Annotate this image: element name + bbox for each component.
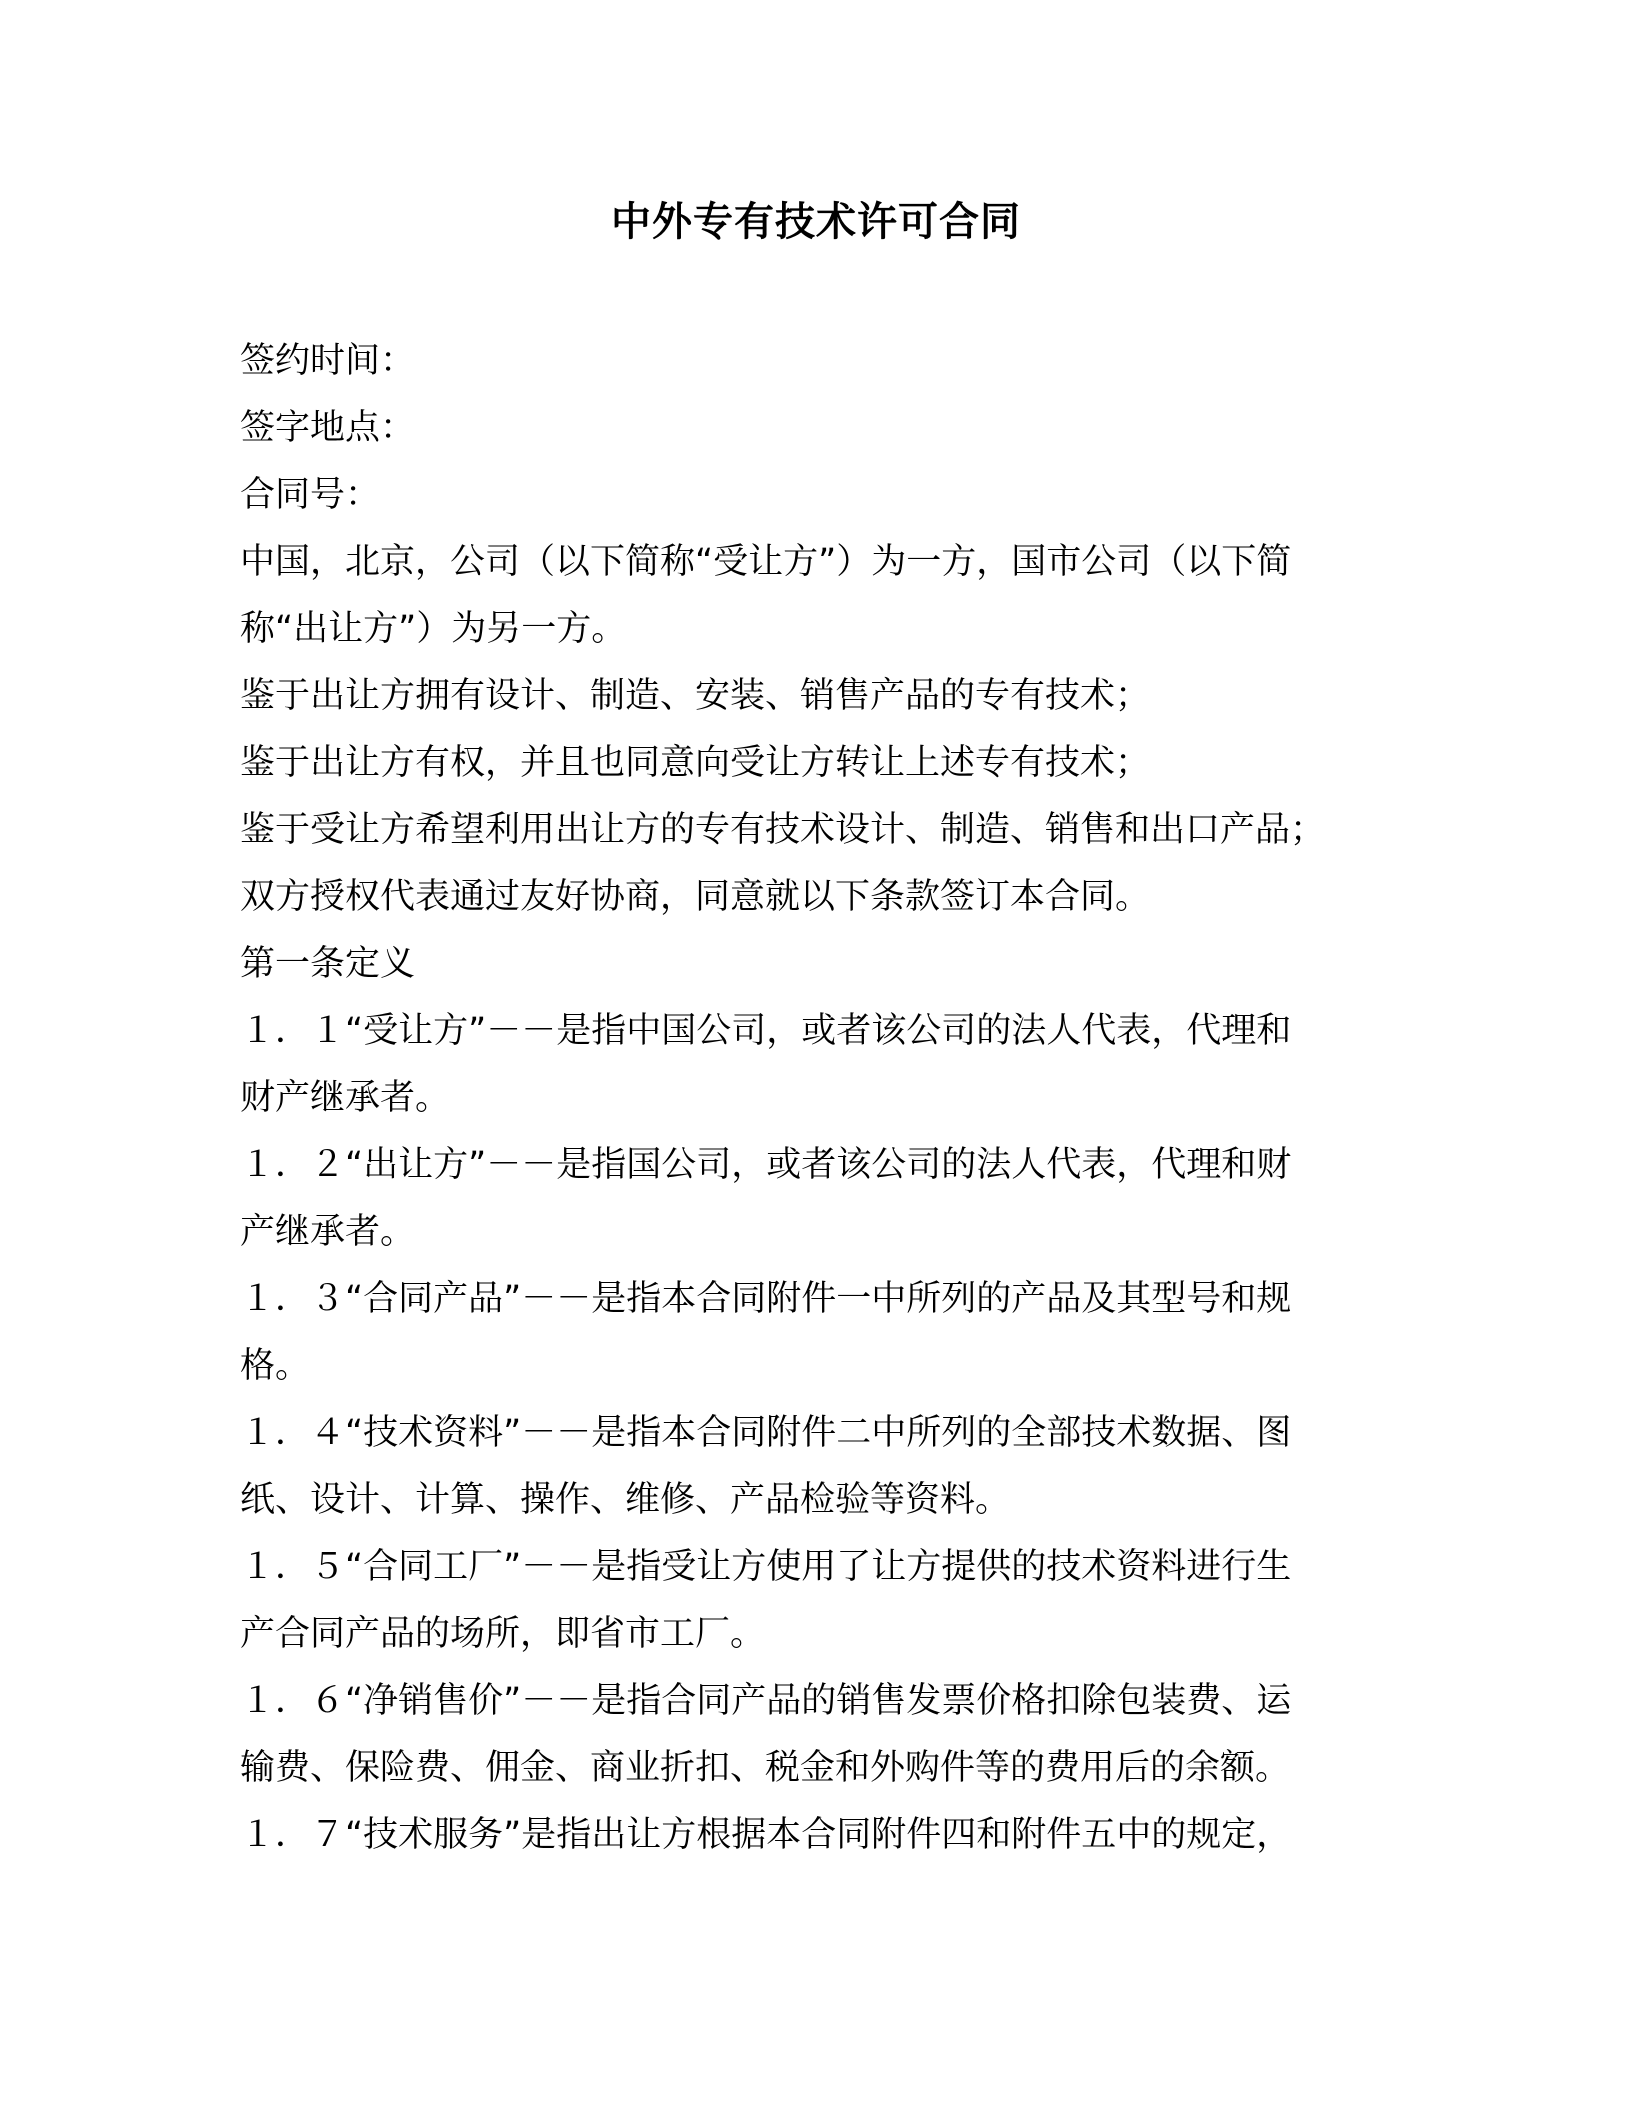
parties-line-continued: 称“出让方”）为另一方。	[240, 609, 627, 649]
definition-1-5: １．５“合同工厂”－－是指受让方使用了让方提供的技术资料进行生	[240, 1547, 1292, 1587]
document-title: 中外专有技术许可合同	[611, 199, 1021, 245]
definition-1-2-continued: 产继承者。	[240, 1212, 416, 1252]
definition-1-2: １．２“出让方”－－是指国公司，或者该公司的法人代表，代理和财	[240, 1145, 1292, 1185]
definition-1-5-continued: 产合同产品的场所，即省市工厂。	[240, 1614, 766, 1654]
definition-1-3: １．３“合同产品”－－是指本合同附件一中所列的产品及其型号和规	[240, 1279, 1292, 1319]
definition-1-7: １．７“技术服务”是指出让方根据本合同附件四和附件五中的规定，	[240, 1815, 1292, 1855]
definition-1-3-continued: 格。	[240, 1346, 311, 1386]
contract-number-line: 合同号：	[240, 475, 381, 515]
definition-1-1-continued: 财产继承者。	[240, 1078, 451, 1118]
whereas-clause-2: 鉴于出让方有权，并且也同意向受让方转让上述专有技术；	[240, 743, 1151, 783]
signing-time-line: 签约时间：	[240, 341, 416, 381]
signing-place-line: 签字地点：	[240, 408, 416, 448]
definition-1-6: １．６“净销售价”－－是指合同产品的销售发票价格扣除包装费、运	[240, 1681, 1292, 1721]
definition-1-4-continued: 纸、设计、计算、操作、维修、产品检验等资料。	[240, 1480, 1011, 1520]
whereas-clause-1: 鉴于出让方拥有设计、制造、安装、销售产品的专有技术；	[240, 676, 1151, 716]
whereas-clause-3: 鉴于受让方希望利用出让方的专有技术设计、制造、销售和出口产品；	[240, 810, 1326, 850]
definition-1-1: １．１“受让方”－－是指中国公司，或者该公司的法人代表，代理和	[240, 1011, 1292, 1051]
agreement-statement: 双方授权代表通过友好协商，同意就以下条款签订本合同。	[240, 877, 1151, 917]
definition-1-6-continued: 输费、保险费、佣金、商业折扣、税金和外购件等的费用后的余额。	[240, 1748, 1291, 1788]
parties-line: 中国，北京，公司（以下简称“受让方”）为一方，国市公司（以下简	[240, 542, 1292, 582]
definition-1-4: １．４“技术资料”－－是指本合同附件二中所列的全部技术数据、图	[240, 1413, 1292, 1453]
article-1-heading: 第一条定义	[240, 944, 416, 984]
document-body	[240, 328, 1390, 1869]
